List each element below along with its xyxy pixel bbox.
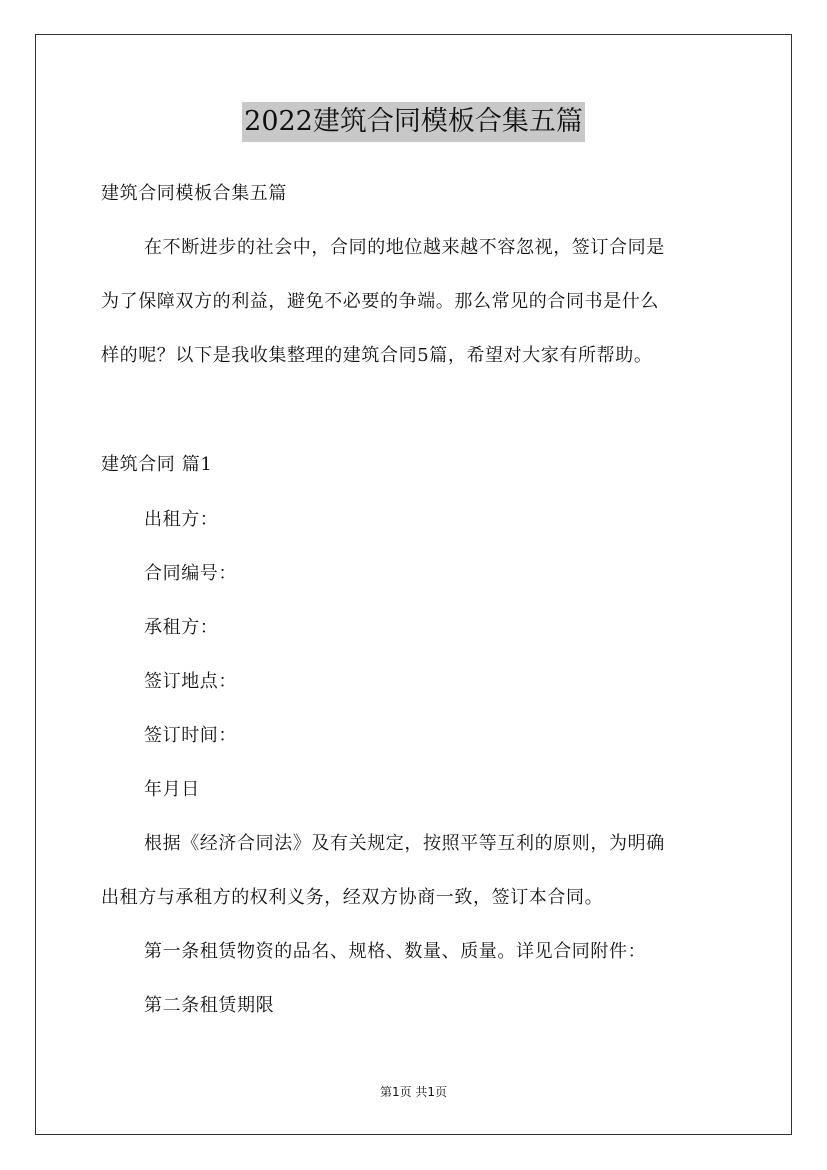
document-title-wrap bbox=[0, 102, 827, 142]
clause-intro-line-1: 根据《经济合同法》及有关规定，按照平等互利的原则，为明确 bbox=[144, 833, 665, 854]
intro-line-1: 在不断进步的社会中，合同的地位越来越不容忽视，签订合同是 bbox=[144, 237, 665, 258]
field-contract-number: 合同编号： bbox=[144, 563, 237, 584]
document-title: 2022建筑合同模板合集五篇 bbox=[242, 102, 585, 142]
field-lessee: 承租方： bbox=[144, 617, 219, 638]
clause-intro-line-2: 出租方与承租方的权利义务，经双方协商一致，签订本合同。 bbox=[101, 887, 604, 908]
page-number-label: 第1页 共1页 bbox=[379, 1085, 448, 1099]
section-heading: 建筑合同 篇1 bbox=[101, 454, 213, 475]
intro-line-3: 样的呢？以下是我收集整理的建筑合同5篇，希望对大家有所帮助。 bbox=[101, 345, 653, 366]
field-signing-place: 签订地点： bbox=[144, 671, 237, 692]
article-2: 第二条租赁期限 bbox=[144, 995, 275, 1016]
intro-line-2: 为了保障双方的利益，避免不必要的争端。那么常见的合同书是什么 bbox=[101, 291, 659, 312]
field-lessor: 出租方： bbox=[144, 509, 219, 530]
page-footer bbox=[0, 1084, 827, 1100]
field-date: 年月日 bbox=[144, 779, 200, 800]
document-subtitle: 建筑合同模板合集五篇 bbox=[101, 183, 287, 204]
article-1: 第一条租赁物资的品名、规格、数量、质量。详见合同附件： bbox=[144, 941, 647, 962]
field-signing-time: 签订时间： bbox=[144, 725, 237, 746]
